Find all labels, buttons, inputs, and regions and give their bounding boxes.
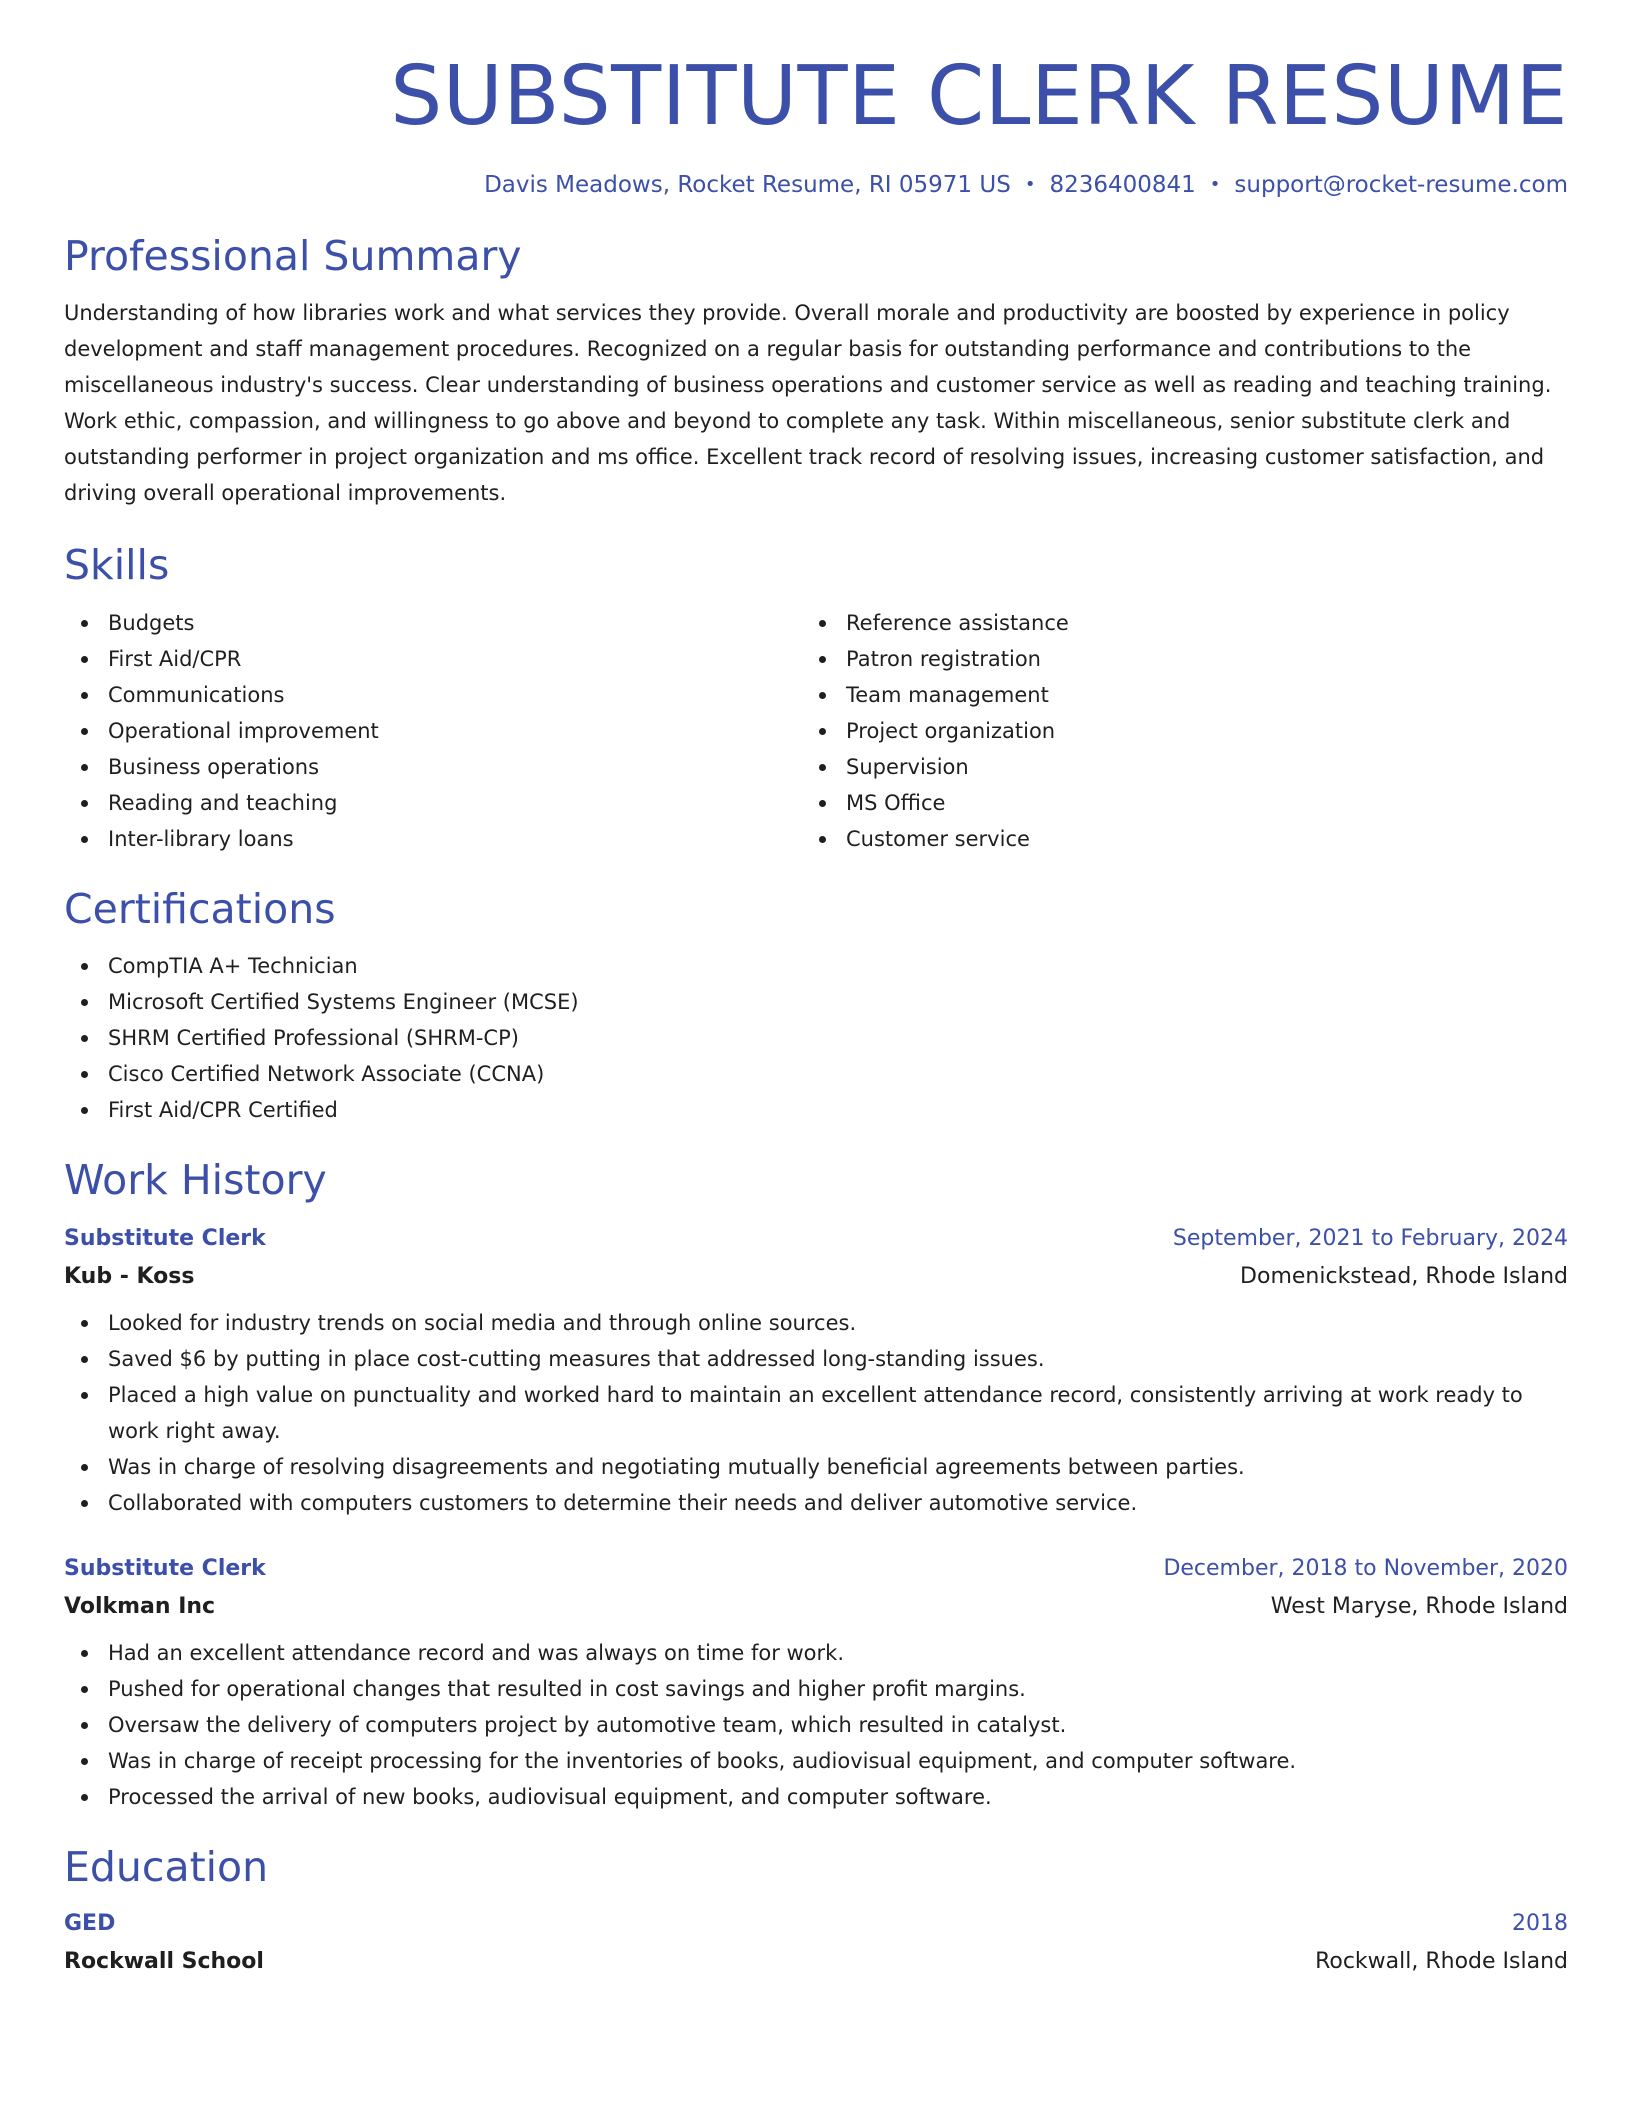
job-dates: December, 2018 to November, 2020 xyxy=(1163,1555,1568,1581)
education-degree-row xyxy=(64,1906,1568,1942)
job-title-row xyxy=(64,1221,1568,1257)
skill-item: Reading and teaching xyxy=(64,785,802,821)
section-heading-education: Education xyxy=(64,1842,269,1891)
job-location: Domenickstead, Rhode Island xyxy=(1240,1263,1568,1289)
section-heading-certifications: Certifications xyxy=(64,884,336,933)
work-history-section xyxy=(64,1156,1568,1815)
education-entry xyxy=(64,1906,1568,1982)
job-company-row xyxy=(64,1257,1568,1297)
resume-title: SUBSTITUTE CLERK RESUME xyxy=(390,49,1568,144)
job-title: Substitute Clerk xyxy=(64,1555,266,1581)
professional-summary-section xyxy=(64,232,1568,511)
skill-item: Budgets xyxy=(64,605,802,641)
education-year: 2018 xyxy=(1512,1911,1568,1937)
skills-columns xyxy=(64,605,1568,857)
contact-line xyxy=(64,172,1568,198)
skill-item: Team management xyxy=(802,677,1540,713)
job-bullet: Oversaw the delivery of computers project by automotive team, which resulted in catalyst. xyxy=(64,1707,1568,1743)
skill-item: Customer service xyxy=(802,821,1540,857)
section-heading-skills: Skills xyxy=(64,541,170,590)
job-bullet: Had an excellent attendance record and was always on time for work. xyxy=(64,1635,1568,1671)
job-title-row xyxy=(64,1551,1568,1587)
skill-item: Project organization xyxy=(802,713,1540,749)
job-entry xyxy=(64,1221,1568,1521)
skill-item: Business operations xyxy=(64,749,802,785)
contact-separator: • xyxy=(1024,174,1036,196)
summary-text: Understanding of how libraries work and what services they provide. Overall morale and productivity are boosted by experience in policy development and staff management procedures. Recognized on a regular basis for outstanding performance and contributions to the miscellaneous industry's success. Clear understanding of business operations and customer service as well as reading and teaching training. Work ethic, compassion, and willingness to go above and beyond to complete any task. Within miscellaneous, senior substitute clerk and outstanding performer in project organization and ms office. Excellent track record of resolving issues, increasing customer satisfaction, and driving overall operational improvements. xyxy=(64,301,1552,506)
skill-item: Supervision xyxy=(802,749,1540,785)
job-bullet: Processed the arrival of new books, audiovisual equipment, and computer software. xyxy=(64,1779,1568,1815)
job-bullet: Saved $6 by putting in place cost-cutting measures that addressed long-standing issues. xyxy=(64,1341,1568,1377)
job-bullet: Placed a high value on punctuality and worked hard to maintain an excellent attendance record, consistently arriving at work ready to work right away. xyxy=(64,1377,1568,1449)
skill-item: MS Office xyxy=(802,785,1540,821)
skills-list-right xyxy=(802,605,1540,857)
job-bullet: Pushed for operational changes that resulted in cost savings and higher profit margins. xyxy=(64,1671,1568,1707)
certifications-list xyxy=(64,948,1568,1128)
section-heading-work-history: Work History xyxy=(64,1155,327,1204)
job-bullet: Was in charge of receipt processing for the inventories of books, audiovisual equipment, and computer software. xyxy=(64,1743,1568,1779)
job-entry xyxy=(64,1551,1568,1815)
certification-item: CompTIA A+ Technician xyxy=(64,948,1568,984)
job-company-row xyxy=(64,1587,1568,1627)
job-bullets xyxy=(64,1305,1568,1521)
job-title: Substitute Clerk xyxy=(64,1225,266,1251)
contact-address: Davis Meadows, Rocket Resume, RI 05971 US xyxy=(484,172,1011,199)
education-school: Rockwall School xyxy=(64,1949,264,1975)
contact-email: support@rocket-resume.com xyxy=(1234,172,1568,199)
job-dates: September, 2021 to February, 2024 xyxy=(1172,1225,1568,1251)
certification-item: Cisco Certified Network Associate (CCNA) xyxy=(64,1056,1568,1092)
education-section xyxy=(64,1843,1568,1982)
job-company: Kub - Koss xyxy=(64,1263,195,1289)
section-heading-summary: Professional Summary xyxy=(64,232,522,281)
skills-list-left xyxy=(64,605,802,857)
education-degree: GED xyxy=(64,1911,116,1937)
skills-section xyxy=(64,541,1568,856)
education-location: Rockwall, Rhode Island xyxy=(1315,1949,1568,1975)
certification-item: Microsoft Certified Systems Engineer (MCSE) xyxy=(64,984,1568,1020)
skill-item: Operational improvement xyxy=(64,713,802,749)
skill-item: Reference assistance xyxy=(802,605,1540,641)
certifications-section xyxy=(64,885,1568,1128)
job-bullet: Looked for industry trends on social media and through online sources. xyxy=(64,1305,1568,1341)
skill-item: Patron registration xyxy=(802,641,1540,677)
job-location: West Maryse, Rhode Island xyxy=(1270,1593,1568,1619)
job-bullet: Was in charge of resolving disagreements and negotiating mutually beneficial agreements between parties. xyxy=(64,1449,1568,1485)
contact-separator: • xyxy=(1209,174,1221,196)
skill-item: First Aid/CPR xyxy=(64,641,802,677)
certification-item: First Aid/CPR Certified xyxy=(64,1092,1568,1128)
job-bullet: Collaborated with computers customers to determine their needs and deliver automotive service. xyxy=(64,1485,1568,1521)
job-company: Volkman Inc xyxy=(64,1593,216,1619)
job-bullets xyxy=(64,1635,1568,1815)
contact-phone: 8236400841 xyxy=(1049,172,1196,199)
skill-item: Inter-library loans xyxy=(64,821,802,857)
certification-item: SHRM Certified Professional (SHRM-CP) xyxy=(64,1020,1568,1056)
skill-item: Communications xyxy=(64,677,802,713)
education-school-row xyxy=(64,1942,1568,1982)
resume-header xyxy=(64,0,1568,198)
